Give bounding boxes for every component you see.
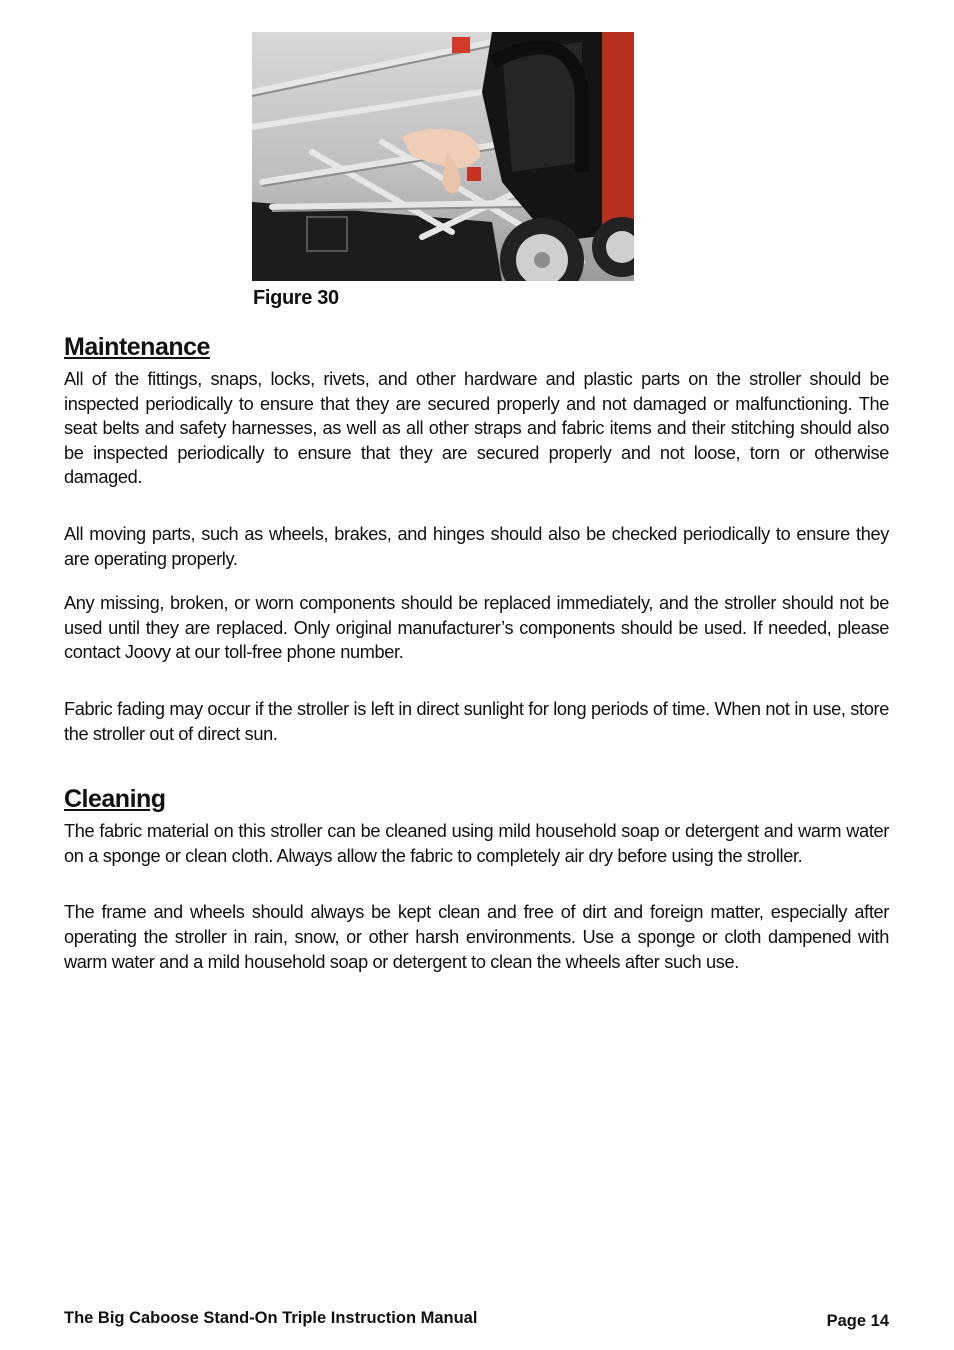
stroller-folding-photo <box>252 32 634 281</box>
footer-manual-title: The Big Caboose Stand-On Triple Instruction Manual <box>64 1309 478 1327</box>
maintenance-paragraph-3: Any missing, broken, or worn components should be replaced immediately, and the stroller should not be used until they are replaced. Only original manufacturer’s components should be used. If needed, please contact Joovy at our toll-free phone number. <box>64 593 889 663</box>
cleaning-heading: Cleaning <box>64 785 166 814</box>
maintenance-paragraph-2: All moving parts, such as wheels, brakes, and hinges should also be checked periodically to ensure they are operating properly. <box>64 523 889 569</box>
maintenance-paragraph-4: Fabric fading may occur if the stroller is left in direct sunlight for long periods of time. When not in use, store the stroller out of direct sun. <box>64 698 889 744</box>
cleaning-paragraph-2: The frame and wheels should always be kept clean and free of dirt and foreign matter, especially after operating the stroller in rain, snow, or other harsh environments. Use a sponge or cloth dampened with warm water and a mild household soap or detergent to clean the wheels after such use. <box>64 902 889 972</box>
maintenance-heading: Maintenance <box>64 333 210 361</box>
main-content <box>64 330 889 974</box>
maintenance-paragraph-1: All of the fittings, snaps, locks, rivets, and other hardware and plastic parts on the stroller should be inspected periodically to ensure that they are secured properly and not damaged or malfunctioning. The seat belts and safety harnesses, as well as all other straps and fabric items and their stitching should also be inspected periodically to ensure that they are secured properly and not loose, torn or otherwise damaged. <box>64 369 889 488</box>
cleaning-paragraph-1: The fabric material on this stroller can be cleaned using mild household soap or detergent and warm water on a sponge or clean cloth. Always allow the fabric to completely air dry before using the stroller. <box>64 821 889 866</box>
footer-page-number: Page 14 <box>826 1312 889 1330</box>
figure-caption: Figure 30 <box>253 287 339 309</box>
